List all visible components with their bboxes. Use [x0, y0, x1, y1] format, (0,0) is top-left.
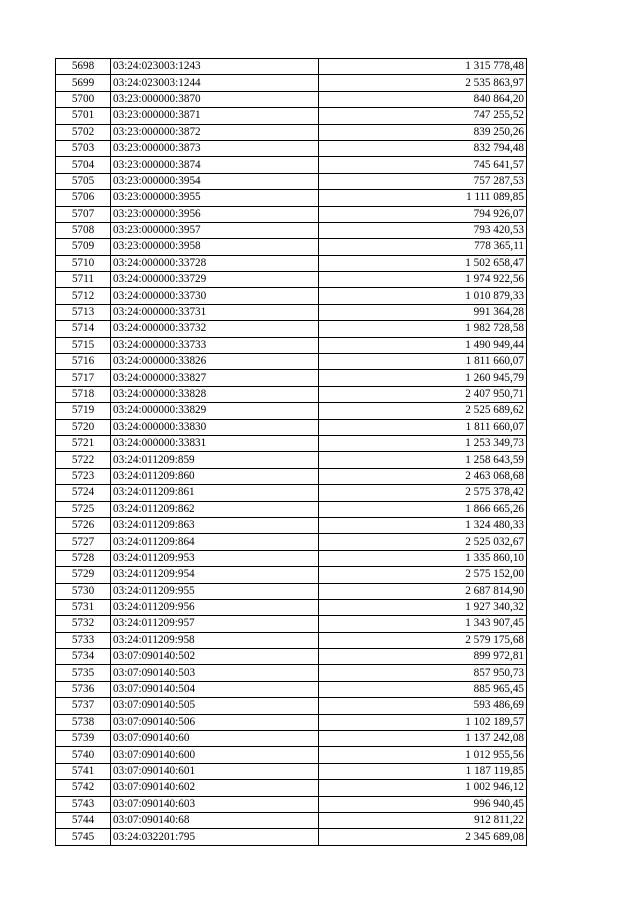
row-number-cell: 5722 [56, 452, 111, 468]
row-number-cell: 5706 [56, 190, 111, 206]
cadastral-number-cell: 03:24:000000:33730 [111, 288, 319, 304]
cadastral-number-cell: 03:24:000000:33732 [111, 321, 319, 337]
cadastral-value-cell: 991 364,28 [319, 304, 527, 320]
cadastral-value-cell: 2 463 068,68 [319, 468, 527, 484]
table-row [56, 468, 527, 484]
cadastral-value-cell: 794 926,07 [319, 206, 527, 222]
cadastral-value-cell: 793 420,53 [319, 222, 527, 238]
row-number-cell: 5736 [56, 681, 111, 697]
row-number-cell: 5716 [56, 354, 111, 370]
table-row [56, 599, 527, 615]
row-number-cell: 5727 [56, 534, 111, 550]
cadastral-number-cell: 03:24:000000:33733 [111, 337, 319, 353]
cadastral-value-cell: 1 866 665,26 [319, 501, 527, 517]
table-row [56, 59, 527, 75]
table-row [56, 288, 527, 304]
cadastral-value-cell: 996 940,45 [319, 796, 527, 812]
row-number-cell: 5702 [56, 124, 111, 140]
row-number-cell: 5745 [56, 829, 111, 845]
table-row [56, 239, 527, 255]
cadastral-number-cell: 03:07:090140:603 [111, 796, 319, 812]
row-number-cell: 5735 [56, 665, 111, 681]
cadastral-value-cell: 745 641,57 [319, 157, 527, 173]
cadastral-value-cell: 1 111 089,85 [319, 190, 527, 206]
row-number-cell: 5701 [56, 108, 111, 124]
row-number-cell: 5713 [56, 304, 111, 320]
cadastral-number-cell: 03:23:000000:3872 [111, 124, 319, 140]
cadastral-value-cell: 2 579 175,68 [319, 632, 527, 648]
row-number-cell: 5708 [56, 222, 111, 238]
cadastral-number-cell: 03:07:090140:601 [111, 763, 319, 779]
table-row [56, 763, 527, 779]
cadastral-number-cell: 03:24:000000:33828 [111, 386, 319, 402]
cadastral-number-cell: 03:24:000000:33830 [111, 419, 319, 435]
row-number-cell: 5710 [56, 255, 111, 271]
table-row [56, 124, 527, 140]
row-number-cell: 5718 [56, 386, 111, 402]
cadastral-number-cell: 03:23:000000:3958 [111, 239, 319, 255]
cadastral-value-cell: 1 811 660,07 [319, 354, 527, 370]
table-row [56, 812, 527, 828]
table-row [56, 108, 527, 124]
row-number-cell: 5712 [56, 288, 111, 304]
cadastral-number-cell: 03:24:000000:33729 [111, 272, 319, 288]
cadastral-value-cell: 885 965,45 [319, 681, 527, 697]
cadastral-value-cell: 593 486,69 [319, 698, 527, 714]
cadastral-number-cell: 03:24:000000:33826 [111, 354, 319, 370]
table-row [56, 829, 527, 845]
cadastral-number-cell: 03:24:011209:864 [111, 534, 319, 550]
cadastral-value-cell: 1 324 480,33 [319, 517, 527, 533]
cadastral-number-cell: 03:23:000000:3870 [111, 91, 319, 107]
table-row [56, 255, 527, 271]
row-number-cell: 5729 [56, 567, 111, 583]
row-number-cell: 5707 [56, 206, 111, 222]
cadastral-value-cell: 1 335 860,10 [319, 550, 527, 566]
cadastral-number-cell: 03:24:000000:33831 [111, 435, 319, 451]
row-number-cell: 5705 [56, 173, 111, 189]
cadastral-value-cell: 912 811,22 [319, 812, 527, 828]
table-row [56, 91, 527, 107]
table-row [56, 550, 527, 566]
table-row [56, 75, 527, 91]
table-row [56, 534, 527, 550]
cadastral-number-cell: 03:07:090140:600 [111, 747, 319, 763]
cadastral-number-cell: 03:24:011209:863 [111, 517, 319, 533]
cadastral-value-cell: 2 687 814,90 [319, 583, 527, 599]
cadastral-value-cell: 1 982 728,58 [319, 321, 527, 337]
cadastral-value-cell: 778 365,11 [319, 239, 527, 255]
cadastral-number-cell: 03:23:000000:3955 [111, 190, 319, 206]
table-row [56, 304, 527, 320]
table-row [56, 321, 527, 337]
cadastral-value-cell: 1 012 955,56 [319, 747, 527, 763]
cadastral-number-cell: 03:24:011209:954 [111, 567, 319, 583]
cadastral-value-cell: 1 974 922,56 [319, 272, 527, 288]
cadastral-value-cell: 1 927 340,32 [319, 599, 527, 615]
row-number-cell: 5698 [56, 59, 111, 75]
row-number-cell: 5711 [56, 272, 111, 288]
table-row [56, 173, 527, 189]
table-row [56, 354, 527, 370]
row-number-cell: 5728 [56, 550, 111, 566]
row-number-cell: 5715 [56, 337, 111, 353]
cadastral-value-cell: 2 525 032,67 [319, 534, 527, 550]
cadastral-value-cell: 1 490 949,44 [319, 337, 527, 353]
cadastral-number-cell: 03:23:000000:3957 [111, 222, 319, 238]
cadastral-number-cell: 03:24:023003:1243 [111, 59, 319, 75]
cadastral-number-cell: 03:07:090140:602 [111, 780, 319, 796]
cadastral-number-cell: 03:07:090140:506 [111, 714, 319, 730]
table-row [56, 632, 527, 648]
row-number-cell: 5721 [56, 435, 111, 451]
cadastral-value-cell: 1 811 660,07 [319, 419, 527, 435]
row-number-cell: 5714 [56, 321, 111, 337]
row-number-cell: 5739 [56, 731, 111, 747]
cadastral-number-cell: 03:07:090140:505 [111, 698, 319, 714]
cadastral-value-cell: 1 102 189,57 [319, 714, 527, 730]
cadastral-number-cell: 03:24:000000:33731 [111, 304, 319, 320]
cadastral-number-cell: 03:24:000000:33827 [111, 370, 319, 386]
cadastral-value-cell: 2 345 689,08 [319, 829, 527, 845]
table-row [56, 681, 527, 697]
row-number-cell: 5741 [56, 763, 111, 779]
cadastral-number-cell: 03:23:000000:3956 [111, 206, 319, 222]
cadastral-value-cell: 1 187 119,85 [319, 763, 527, 779]
table-row [56, 386, 527, 402]
cadastral-number-cell: 03:24:011209:953 [111, 550, 319, 566]
table-row [56, 452, 527, 468]
table-row [56, 731, 527, 747]
cadastral-value-cell: 747 255,52 [319, 108, 527, 124]
row-number-cell: 5743 [56, 796, 111, 812]
table-row [56, 222, 527, 238]
cadastral-value-cell: 2 407 950,71 [319, 386, 527, 402]
cadastral-value-cell: 839 250,26 [319, 124, 527, 140]
cadastral-number-cell: 03:24:011209:957 [111, 616, 319, 632]
cadastral-number-cell: 03:23:000000:3954 [111, 173, 319, 189]
cadastral-number-cell: 03:24:000000:33829 [111, 403, 319, 419]
row-number-cell: 5700 [56, 91, 111, 107]
row-number-cell: 5724 [56, 485, 111, 501]
cadastral-value-cell: 1 137 242,08 [319, 731, 527, 747]
row-number-cell: 5725 [56, 501, 111, 517]
table-row [56, 567, 527, 583]
cadastral-value-cell: 899 972,81 [319, 649, 527, 665]
cadastral-value-cell: 1 260 945,79 [319, 370, 527, 386]
table-row [56, 698, 527, 714]
cadastral-number-cell: 03:24:000000:33728 [111, 255, 319, 271]
table-row [56, 649, 527, 665]
row-number-cell: 5732 [56, 616, 111, 632]
row-number-cell: 5730 [56, 583, 111, 599]
row-number-cell: 5709 [56, 239, 111, 255]
cadastral-value-cell: 1 002 946,12 [319, 780, 527, 796]
table-row [56, 747, 527, 763]
row-number-cell: 5731 [56, 599, 111, 615]
cadastral-number-cell: 03:24:011209:956 [111, 599, 319, 615]
row-number-cell: 5703 [56, 140, 111, 156]
row-number-cell: 5734 [56, 649, 111, 665]
cadastral-number-cell: 03:24:011209:955 [111, 583, 319, 599]
cadastral-value-cell: 1 315 778,48 [319, 59, 527, 75]
cadastral-number-cell: 03:07:090140:60 [111, 731, 319, 747]
table-body [56, 59, 527, 846]
row-number-cell: 5720 [56, 419, 111, 435]
cadastral-number-cell: 03:24:023003:1244 [111, 75, 319, 91]
row-number-cell: 5742 [56, 780, 111, 796]
cadastral-number-cell: 03:23:000000:3871 [111, 108, 319, 124]
row-number-cell: 5726 [56, 517, 111, 533]
cadastral-value-cell: 1 343 907,45 [319, 616, 527, 632]
table-row [56, 190, 527, 206]
table-row [56, 206, 527, 222]
table-row [56, 665, 527, 681]
row-number-cell: 5699 [56, 75, 111, 91]
row-number-cell: 5737 [56, 698, 111, 714]
table-row [56, 272, 527, 288]
cadastral-number-cell: 03:24:011209:861 [111, 485, 319, 501]
cadastral-number-cell: 03:24:032201:795 [111, 829, 319, 845]
table-row [56, 517, 527, 533]
cadastral-number-cell: 03:24:011209:862 [111, 501, 319, 517]
cadastral-value-cell: 832 794,48 [319, 140, 527, 156]
table-row [56, 157, 527, 173]
cadastral-number-cell: 03:07:090140:502 [111, 649, 319, 665]
cadastral-number-cell: 03:07:090140:68 [111, 812, 319, 828]
table-row [56, 583, 527, 599]
table-row [56, 337, 527, 353]
row-number-cell: 5717 [56, 370, 111, 386]
row-number-cell: 5719 [56, 403, 111, 419]
row-number-cell: 5744 [56, 812, 111, 828]
cadastral-number-cell: 03:24:011209:859 [111, 452, 319, 468]
table-row [56, 419, 527, 435]
cadastral-value-cell: 2 575 152,00 [319, 567, 527, 583]
row-number-cell: 5740 [56, 747, 111, 763]
cadastral-number-cell: 03:07:090140:503 [111, 665, 319, 681]
table-row [56, 435, 527, 451]
cadastral-number-cell: 03:24:011209:958 [111, 632, 319, 648]
cadastral-value-cell: 2 575 378,42 [319, 485, 527, 501]
row-number-cell: 5733 [56, 632, 111, 648]
cadastral-value-cell: 1 502 658,47 [319, 255, 527, 271]
row-number-cell: 5738 [56, 714, 111, 730]
cadastral-number-cell: 03:07:090140:504 [111, 681, 319, 697]
row-number-cell: 5704 [56, 157, 111, 173]
table-row [56, 485, 527, 501]
table-row [56, 140, 527, 156]
cadastral-value-cell: 757 287,53 [319, 173, 527, 189]
cadastral-value-table [55, 58, 527, 846]
cadastral-value-cell: 2 535 863,97 [319, 75, 527, 91]
table-row [56, 780, 527, 796]
cadastral-value-cell: 857 950,73 [319, 665, 527, 681]
table-row [56, 403, 527, 419]
table-row [56, 616, 527, 632]
cadastral-value-cell: 1 010 879,33 [319, 288, 527, 304]
row-number-cell: 5723 [56, 468, 111, 484]
cadastral-number-cell: 03:23:000000:3874 [111, 157, 319, 173]
cadastral-value-cell: 840 864,20 [319, 91, 527, 107]
table-row [56, 501, 527, 517]
table-row [56, 796, 527, 812]
table-row [56, 714, 527, 730]
cadastral-value-cell: 2 525 689,62 [319, 403, 527, 419]
cadastral-value-cell: 1 253 349,73 [319, 435, 527, 451]
cadastral-number-cell: 03:23:000000:3873 [111, 140, 319, 156]
cadastral-value-cell: 1 258 643,59 [319, 452, 527, 468]
cadastral-number-cell: 03:24:011209:860 [111, 468, 319, 484]
table-row [56, 370, 527, 386]
